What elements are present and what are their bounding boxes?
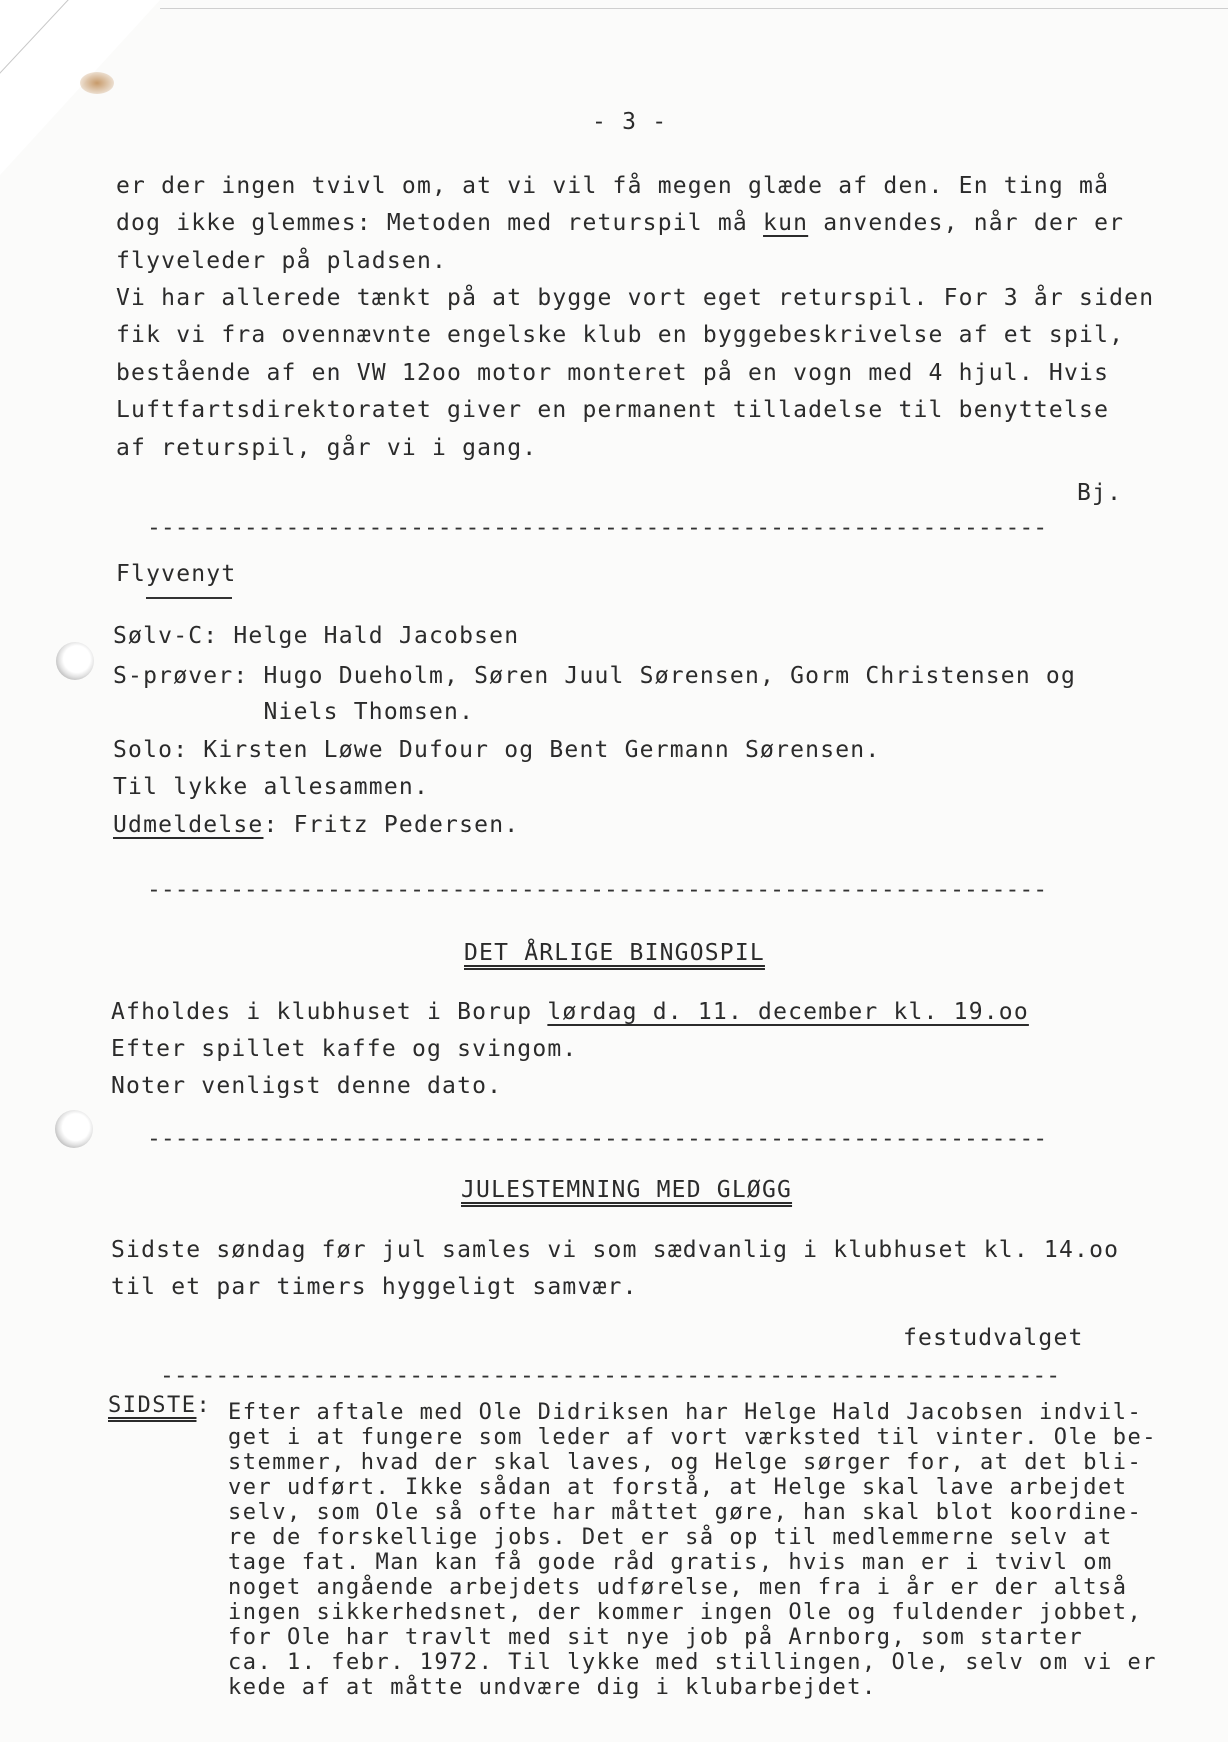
- paper-top-edge: [160, 8, 1228, 9]
- sidste-line: Efter aftale med Ole Didriksen har Helge Hald Jacobsen indvil-: [228, 1400, 1143, 1425]
- intro-line: er der ingen tvivl om, at vi vil få megen glæde af den. En ting må: [116, 173, 1110, 199]
- folded-corner: [0, 0, 160, 175]
- sidste-line: kede af at måtte undvære dig i klubarbejdet.: [228, 1675, 877, 1700]
- intro-line: flyveleder på pladsen.: [116, 248, 448, 274]
- separator-line: -----------------------------------------------------------------: [147, 877, 1048, 903]
- sidste-line: stemmer, hvad der skal laves, og Helge sørger for, at det bli-: [228, 1450, 1143, 1475]
- separator-line: -----------------------------------------------------------------: [147, 1126, 1048, 1152]
- intro-line: bestående af en VW 12oo motor monteret på en vogn med 4 hjul. Hvis: [116, 360, 1110, 386]
- udmeldelse-label: Udmeldelse: [113, 812, 264, 838]
- flyvenyt-line: Til lykke allesammen.: [113, 774, 429, 800]
- flyvenyt-line: S-prøver: Hugo Dueholm, Søren Juul Sørensen, Gorm Christensen og: [113, 663, 1077, 689]
- sidste-line: noget angående arbejdets udførelse, men fra i år er der altså: [228, 1575, 1128, 1600]
- bingo-line: Noter venligst denne dato.: [111, 1073, 503, 1099]
- separator-line: -----------------------------------------------------------------: [160, 1363, 1061, 1389]
- flyvenyt-line: Niels Thomsen.: [113, 699, 475, 725]
- sidste-line: ca. 1. febr. 1972. Til lykke med stillingen, Ole, selv om vi er: [228, 1650, 1157, 1675]
- bingo-line: Efter spillet kaffe og svingom.: [111, 1036, 578, 1062]
- intro-line: Luftfartsdirektoratet giver en permanent tilladelse til benyttelse: [116, 397, 1110, 423]
- flyvenyt-line: Solo: Kirsten Løwe Dufour og Bent Germann Sørensen.: [113, 737, 881, 763]
- flyvenyt-line: Sølv-C: Helge Hald Jacobsen: [113, 623, 520, 649]
- intro-line: Vi har allerede tænkt på at bygge vort eget returspil. For 3 år siden: [116, 285, 1155, 311]
- emphasis-word: kun: [763, 210, 809, 236]
- sidste-line: ingen sikkerhedsnet, der kommer ingen Ole og fuldender jobbet,: [228, 1600, 1143, 1625]
- rust-stain: [80, 72, 114, 94]
- punch-hole-bottom: [55, 1110, 93, 1148]
- jul-line: til et par timers hyggeligt samvær.: [111, 1274, 638, 1300]
- sidste-line: re de forskellige jobs. Det er så op til medlemmerne selv at: [228, 1525, 1113, 1550]
- sidste-line: get i at fungere som leder af vort værksted til vinter. Ole be-: [228, 1425, 1157, 1450]
- heading-underline: [146, 597, 232, 599]
- sidste-line: selv, som Ole så ofte har måttet gøre, han skal blot koordine-: [228, 1500, 1143, 1525]
- intro-signature: Bj.: [1077, 480, 1123, 506]
- bingo-line: Afholdes i klubhuset i Borup lørdag d. 11. december kl. 19.oo: [111, 999, 1029, 1025]
- punch-hole-top: [56, 642, 94, 680]
- section-heading-flyvenyt: Flyvenyt: [116, 561, 237, 587]
- section-heading-bingo: DET ÅRLIGE BINGOSPIL: [464, 940, 765, 966]
- section-heading-jul: JULESTEMNING MED GLØGG: [461, 1177, 793, 1203]
- intro-line: dog ikke glemmes: Metoden med returspil må kun anvendes, når der er: [116, 210, 1125, 236]
- flyvenyt-line: Udmeldelse: Fritz Pedersen.: [113, 812, 520, 838]
- intro-line: fik vi fra ovennævnte engelske klub en byggebeskrivelse af et spil,: [116, 322, 1125, 348]
- jul-signature: festudvalget: [903, 1325, 1084, 1351]
- sidste-line: for Ole har travlt med sit nye job på Arnborg, som starter: [228, 1625, 1084, 1650]
- page-number: - 3 -: [592, 109, 668, 135]
- intro-line: af returspil, går vi i gang.: [116, 435, 538, 461]
- separator-line: -----------------------------------------------------------------: [147, 515, 1048, 541]
- sidste-line: ver udført. Ikke sådan at forstå, at Helge skal lave arbejdet: [228, 1475, 1128, 1500]
- bingo-date: lørdag d. 11. december kl. 19.oo: [547, 999, 1029, 1025]
- sidste-line: tage fat. Man kan få gode råd gratis, hvis man er i tvivl om: [228, 1550, 1113, 1575]
- jul-line: Sidste søndag før jul samles vi som sædvanlig i klubhuset kl. 14.oo: [111, 1237, 1120, 1263]
- sidste-label: SIDSTE:: [108, 1393, 212, 1418]
